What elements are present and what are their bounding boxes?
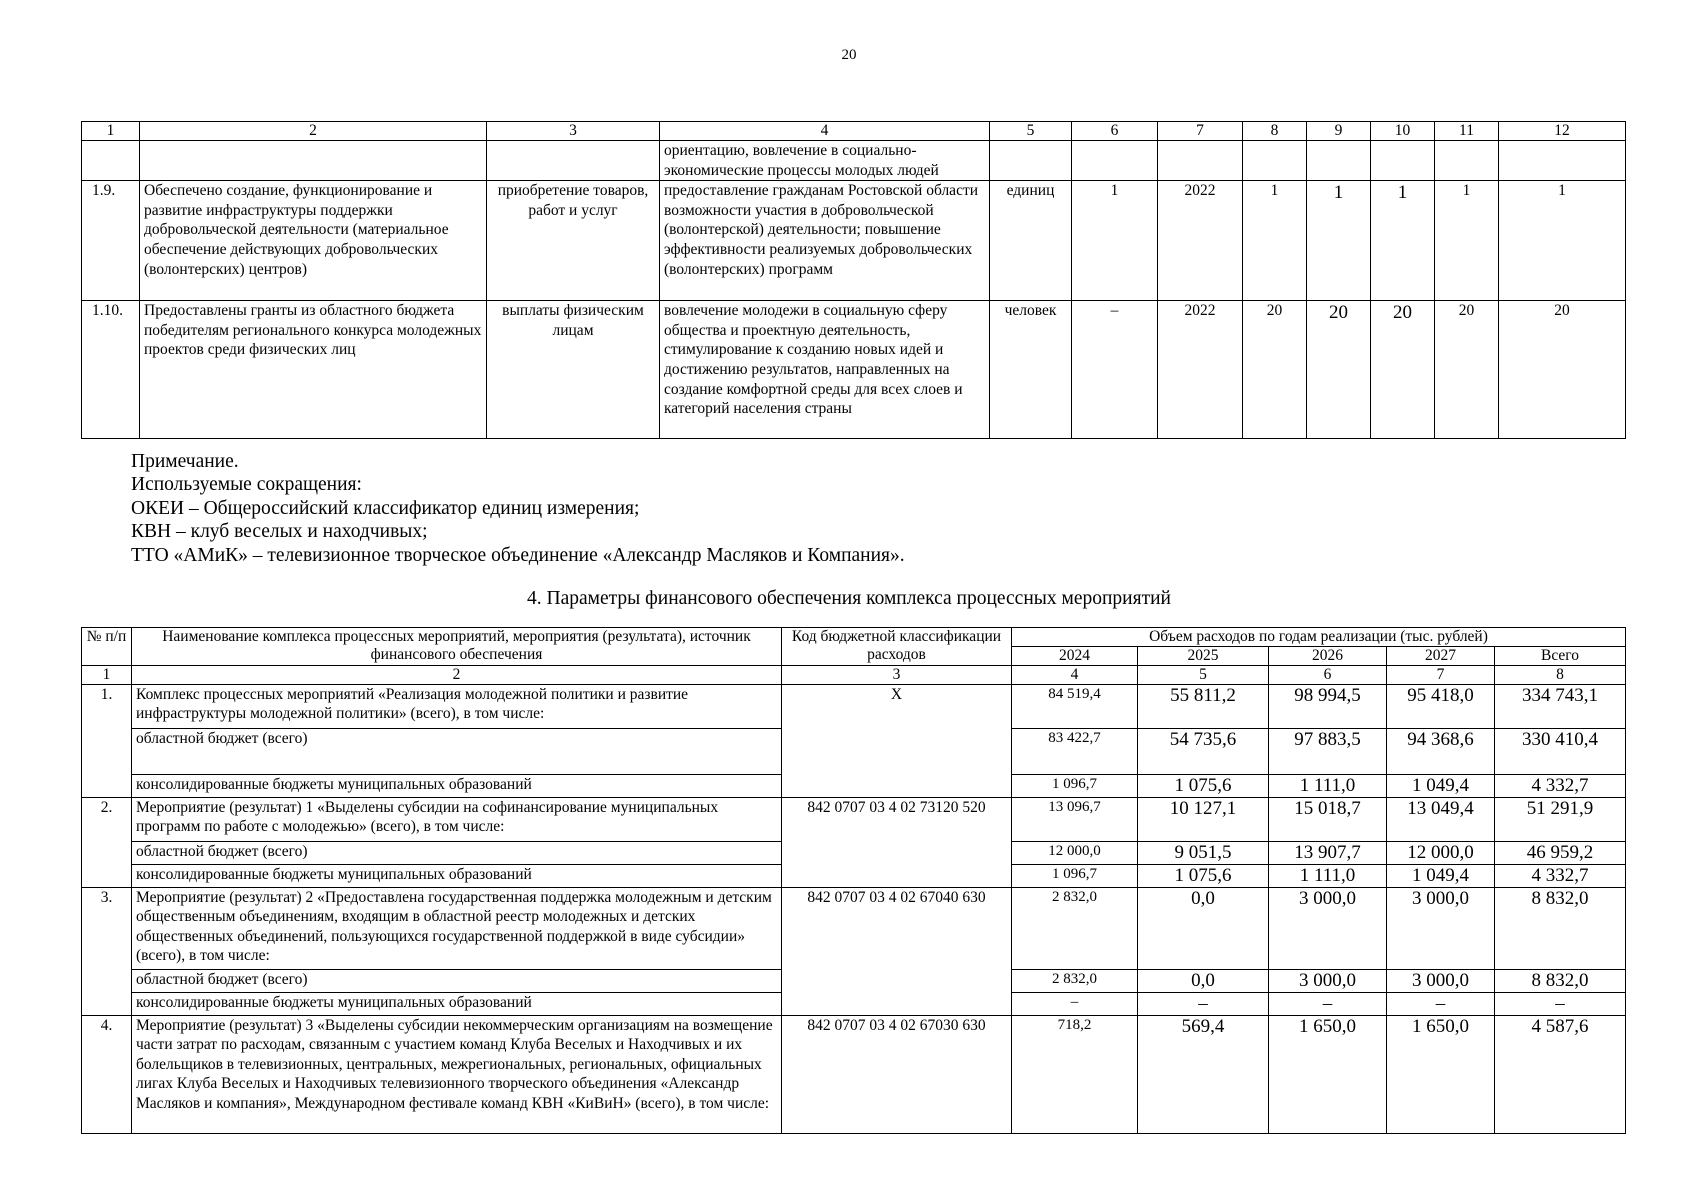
value-2027: – (1387, 993, 1495, 1016)
value-2024: 2 832,0 (1012, 970, 1138, 993)
base-value: 1 (1072, 181, 1158, 301)
value-2024: 718,2 (1012, 1016, 1138, 1134)
value-2025: 54 735,6 (1138, 729, 1269, 775)
col-number: 6 (1269, 666, 1387, 685)
value: 1 (1371, 181, 1435, 301)
value: 20 (1371, 301, 1435, 439)
base-year: 2022 (1158, 301, 1243, 439)
value-total: 4 332,7 (1495, 865, 1626, 888)
header-code: Код бюджетной классификации расходов (782, 628, 1012, 666)
value-2024: 12 000,0 (1012, 842, 1138, 865)
value-2026: 97 883,5 (1269, 729, 1387, 775)
results-table (81, 121, 1626, 439)
value-total: 51 291,9 (1495, 798, 1626, 842)
value: 1 (1307, 181, 1371, 301)
value-2026: – (1269, 993, 1387, 1016)
value-2026: 1 111,0 (1269, 775, 1387, 798)
value-total: 4 587,6 (1495, 1016, 1626, 1134)
header-volume: Объем расходов по годам реализации (тыс. рублей) (1012, 628, 1626, 647)
value-2027: 1 049,4 (1387, 865, 1495, 888)
item-name: областной бюджет (всего) (132, 729, 782, 775)
table-row (82, 301, 1626, 439)
col-number: 7 (1158, 122, 1243, 141)
value-2025: – (1138, 993, 1269, 1016)
value-2026: 13 907,7 (1269, 842, 1387, 865)
value-total: 330 410,4 (1495, 729, 1626, 775)
note-line: КВН – клуб веселых и находчивых; (131, 521, 428, 543)
value-2024: 84 519,4 (1012, 685, 1138, 729)
value-2025: 0,0 (1138, 888, 1269, 970)
col-number: 4 (1012, 666, 1138, 685)
value: 20 (1307, 301, 1371, 439)
item-name: консолидированные бюджеты муниципальных образований (132, 993, 782, 1016)
page-number: 20 (841, 47, 857, 63)
result-name: Предоставлены гранты из областного бюджета победителям регионального конкурса молодежных проектов среди физических лиц (140, 301, 487, 439)
result-description: вовлечение молодежи в социальную сферу общества и проектную деятельность, стимулирование к созданию новых идей и достижению результатов, направленных на создание комфортной среды для всех слоев и категорий населения страны (660, 301, 990, 439)
value-2027: 94 368,6 (1387, 729, 1495, 775)
value-2027: 95 418,0 (1387, 685, 1495, 729)
column-number-row (82, 666, 1626, 685)
col-number: 8 (1495, 666, 1626, 685)
table-row (82, 685, 1626, 729)
col-number: 2 (132, 666, 782, 685)
row-number: 1.9. (82, 181, 140, 301)
budget-code: 842 0707 03 4 02 73120 520 (782, 798, 1012, 888)
row-number: 3. (82, 888, 132, 1016)
col-number: 7 (1387, 666, 1495, 685)
note-line: Используемые сокращения: (131, 474, 362, 496)
value: 1 (1243, 181, 1307, 301)
col-number: 3 (487, 122, 660, 141)
row-number: 4. (82, 1016, 132, 1134)
row-number: 1.10. (82, 301, 140, 439)
col-number: 3 (782, 666, 1012, 685)
value-2026: 98 994,5 (1269, 685, 1387, 729)
value-2024: 1 096,7 (1012, 865, 1138, 888)
value-2027: 3 000,0 (1387, 970, 1495, 993)
value-2024: 1 096,7 (1012, 775, 1138, 798)
unit: человек (990, 301, 1072, 439)
task-description: ориентацию, вовлечение в социально-экономические процессы молодых людей (660, 141, 990, 181)
item-name: консолидированные бюджеты муниципальных образований (132, 775, 782, 798)
value-total: 334 743,1 (1495, 685, 1626, 729)
item-name: Мероприятие (результат) 3 «Выделены субсидии некоммерческим организациям на возмещение части затрат по расходам, связанным с участием команд Клуба Веселых и Находчивых и их болельщиков в телевизионных, центральных, межрегиональных, региональных, официальных лигах Клуба Веселых и Находчивых телевизионного творческого объединения «Александр Масляков и компания», Международном фестивале команд КВН «КиВиН» (всего), в том числе: (132, 1016, 782, 1134)
table-row (82, 181, 1626, 301)
header-name: Наименование комплекса процессных мероприятий, мероприятия (результата), источник финансового обеспечения (132, 628, 782, 666)
value: 1 (1435, 181, 1499, 301)
table-row (82, 798, 1626, 842)
value: 20 (1435, 301, 1499, 439)
note-title: Примечание. (131, 451, 239, 472)
header-row (82, 628, 1626, 647)
row-number: 1. (82, 685, 132, 798)
value-2025: 1 075,6 (1138, 865, 1269, 888)
value-total: 8 832,0 (1495, 970, 1626, 993)
continuation-row (82, 141, 1626, 181)
result-type: выплаты физическим лицам (487, 301, 660, 439)
value-total: 46 959,2 (1495, 842, 1626, 865)
budget-code: 842 0707 03 4 02 67040 630 (782, 888, 1012, 1016)
value-2025: 10 127,1 (1138, 798, 1269, 842)
base-value: – (1072, 301, 1158, 439)
col-number: 4 (660, 122, 990, 141)
value-total: 4 332,7 (1495, 775, 1626, 798)
col-number: 2 (140, 122, 487, 141)
value-2024: 2 832,0 (1012, 888, 1138, 970)
result-description: предоставление гражданам Ростовской области возможности участия в добровольческой (волонтерской) деятельности; повышение эффективности реализуемых добровольческих (волонтерских) программ (660, 181, 990, 301)
value-2024: 83 422,7 (1012, 729, 1138, 775)
value: 1 (1499, 181, 1626, 301)
value-2025: 0,0 (1138, 970, 1269, 993)
header-year: 2026 (1269, 647, 1387, 666)
budget-code: 842 0707 03 4 02 67030 630 (782, 1016, 1012, 1134)
item-name: Мероприятие (результат) 1 «Выделены субсидии на софинансирование муниципальных программ по работе с молодежью» (всего), в том числе: (132, 798, 782, 842)
value-2025: 55 811,2 (1138, 685, 1269, 729)
col-number: 6 (1072, 122, 1158, 141)
item-name: Мероприятие (результат) 2 «Предоставлена государственная поддержка молодежным и детским общественным объединениям, входящим в областной реестр молодежных и детских общественных объединений, пользующихся государственной поддержкой в виде субсидии» (всего), в том числе: (132, 888, 782, 970)
col-number: 5 (1138, 666, 1269, 685)
value-2026: 1 650,0 (1269, 1016, 1387, 1134)
header-total: Всего (1495, 647, 1626, 666)
value-2026: 15 018,7 (1269, 798, 1387, 842)
value-2026: 3 000,0 (1269, 888, 1387, 970)
value-2026: 1 111,0 (1269, 865, 1387, 888)
value-2027: 12 000,0 (1387, 842, 1495, 865)
value-2026: 3 000,0 (1269, 970, 1387, 993)
value-2025: 1 075,6 (1138, 775, 1269, 798)
result-name: Обеспечено создание, функционирование и развитие инфраструктуры поддержки добровольческой деятельности (материальное обеспечение действующих добровольческих (волонтерских) центров) (140, 181, 487, 301)
item-name: областной бюджет (всего) (132, 970, 782, 993)
col-number: 5 (990, 122, 1072, 141)
value-2025: 9 051,5 (1138, 842, 1269, 865)
col-number: 10 (1371, 122, 1435, 141)
column-number-row (82, 122, 1626, 141)
value: 20 (1499, 301, 1626, 439)
value-2024: – (1012, 993, 1138, 1016)
note-block (131, 450, 905, 567)
value-2027: 1 049,4 (1387, 775, 1495, 798)
value: 20 (1243, 301, 1307, 439)
base-year: 2022 (1158, 181, 1243, 301)
result-type: приобретение товаров, работ и услуг (487, 181, 660, 301)
col-number: 1 (82, 122, 140, 141)
header-year: 2025 (1138, 647, 1269, 666)
row-number: 2. (82, 798, 132, 888)
item-name: консолидированные бюджеты муниципальных образований (132, 865, 782, 888)
value-total: – (1495, 993, 1626, 1016)
note-line: ОКЕИ – Общероссийский классификатор единиц измерения; (131, 497, 640, 519)
col-number: 9 (1307, 122, 1371, 141)
value-2027: 3 000,0 (1387, 888, 1495, 970)
budget-code: Х (782, 685, 1012, 798)
item-name: Комплекс процессных мероприятий «Реализация молодежной политики и развитие инфраструктуры молодежной политики» (всего), в том числе: (132, 685, 782, 729)
table-row (82, 1016, 1626, 1134)
unit: единиц (990, 181, 1072, 301)
item-name: областной бюджет (всего) (132, 842, 782, 865)
value-2024: 13 096,7 (1012, 798, 1138, 842)
value-2027: 1 650,0 (1387, 1016, 1495, 1134)
value-2027: 13 049,4 (1387, 798, 1495, 842)
col-number: 11 (1435, 122, 1499, 141)
col-number: 12 (1499, 122, 1626, 141)
value-total: 8 832,0 (1495, 888, 1626, 970)
header-year: 2027 (1387, 647, 1495, 666)
note-line: ТТО «АМиК» – телевизионное творческое объединение «Александр Масляков и Компания». (131, 544, 905, 566)
value-2025: 569,4 (1138, 1016, 1269, 1134)
table-row (82, 888, 1626, 970)
financing-table (81, 627, 1626, 1134)
header-num: № п/п (82, 628, 132, 666)
header-year: 2024 (1012, 647, 1138, 666)
col-number: 1 (82, 666, 132, 685)
section-title: 4. Параметры финансового обеспечения комплекса процессных мероприятий (527, 588, 1171, 609)
col-number: 8 (1243, 122, 1307, 141)
